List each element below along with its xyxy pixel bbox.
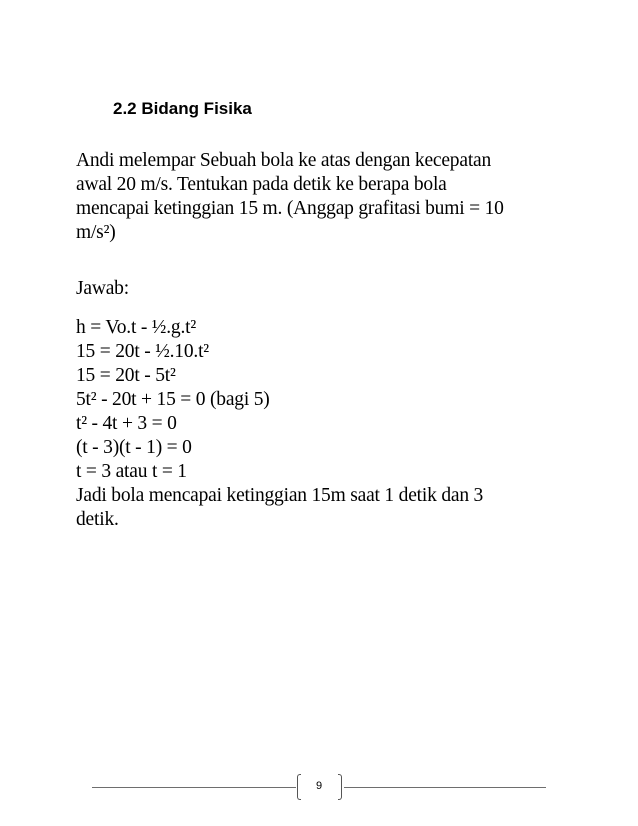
problem-line: mencapai ketinggian 15 m. (Anggap grafitasi bumi = 10 xyxy=(76,198,504,219)
conclusion-line: detik. xyxy=(76,509,119,530)
footer-rule-right xyxy=(344,787,546,788)
section-heading: 2.2 Bidang Fisika xyxy=(113,99,252,118)
solution-line: t = 3 atau t = 1 xyxy=(76,461,187,482)
solution-line: h = Vo.t - ½.g.t² xyxy=(76,317,196,338)
answer-label: Jawab: xyxy=(76,278,129,299)
page-number-bracket-left xyxy=(297,774,301,800)
problem-line: m/s²) xyxy=(76,222,116,243)
problem-statement xyxy=(76,149,556,245)
solution-line: t² - 4t + 3 = 0 xyxy=(76,413,177,434)
page-number-bracket-right xyxy=(338,774,342,800)
page-number: 9 xyxy=(315,780,323,792)
solution-line: 15 = 20t - ½.10.t² xyxy=(76,341,209,362)
problem-line: Andi melempar Sebuah bola ke atas dengan kecepatan xyxy=(76,150,492,171)
solution-line: 15 = 20t - 5t² xyxy=(76,365,176,386)
solution-line: (t - 3)(t - 1) = 0 xyxy=(76,437,192,458)
footer-rule-left xyxy=(92,787,296,788)
solution-working xyxy=(76,316,556,532)
problem-line: awal 20 m/s. Tentukan pada detik ke berapa bola xyxy=(76,174,447,195)
conclusion-line: Jadi bola mencapai ketinggian 15m saat 1 detik dan 3 xyxy=(76,485,484,506)
solution-line: 5t² - 20t + 15 = 0 (bagi 5) xyxy=(76,389,270,410)
